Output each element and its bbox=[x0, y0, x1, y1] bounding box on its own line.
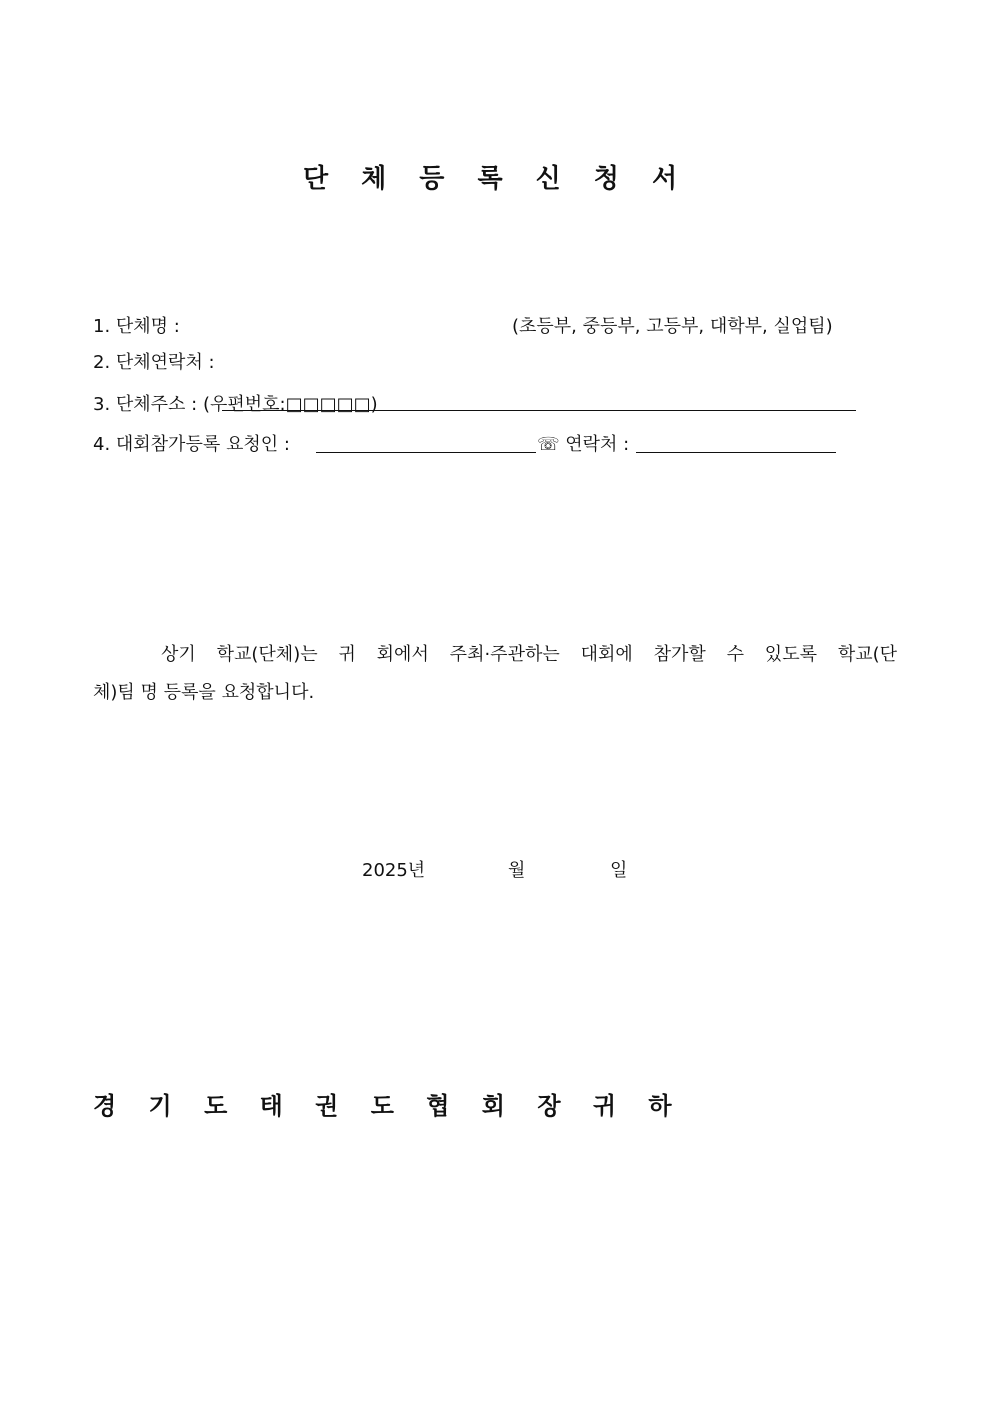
date-month: 월 bbox=[508, 860, 526, 881]
document-title: 단 체 등 록 신 청 서 bbox=[302, 164, 690, 194]
team-address-label: 3. 단체주소 : (우편번호:□□□□□) bbox=[93, 394, 378, 415]
date-day: 일 bbox=[610, 860, 628, 881]
contact-underline bbox=[636, 452, 836, 453]
request-statement-line-2: 체)팀 명 등록을 요청합니다. bbox=[93, 682, 315, 703]
request-statement-line-1: 상기 학교(단체)는 귀 회에서 주최·주관하는 대회에 참가할 수 있도록 학교(단 bbox=[161, 644, 897, 665]
team-contact-label: 2. 단체연락처 : bbox=[93, 352, 215, 373]
division-options: (초등부, 중등부, 고등부, 대학부, 실업팀) bbox=[512, 316, 833, 337]
requester-label: 4. 대회참가등록 요청인 : bbox=[93, 434, 290, 455]
team-name-label: 1. 단체명 : bbox=[93, 316, 180, 337]
requester-underline bbox=[316, 452, 536, 453]
address-underline bbox=[222, 410, 856, 411]
requester-contact-label: ☏ 연락처 : bbox=[537, 434, 630, 455]
recipient-line: 경 기 도 태 권 도 협 회 장 귀 하 bbox=[93, 1092, 684, 1120]
date-year: 2025년 bbox=[362, 860, 426, 881]
